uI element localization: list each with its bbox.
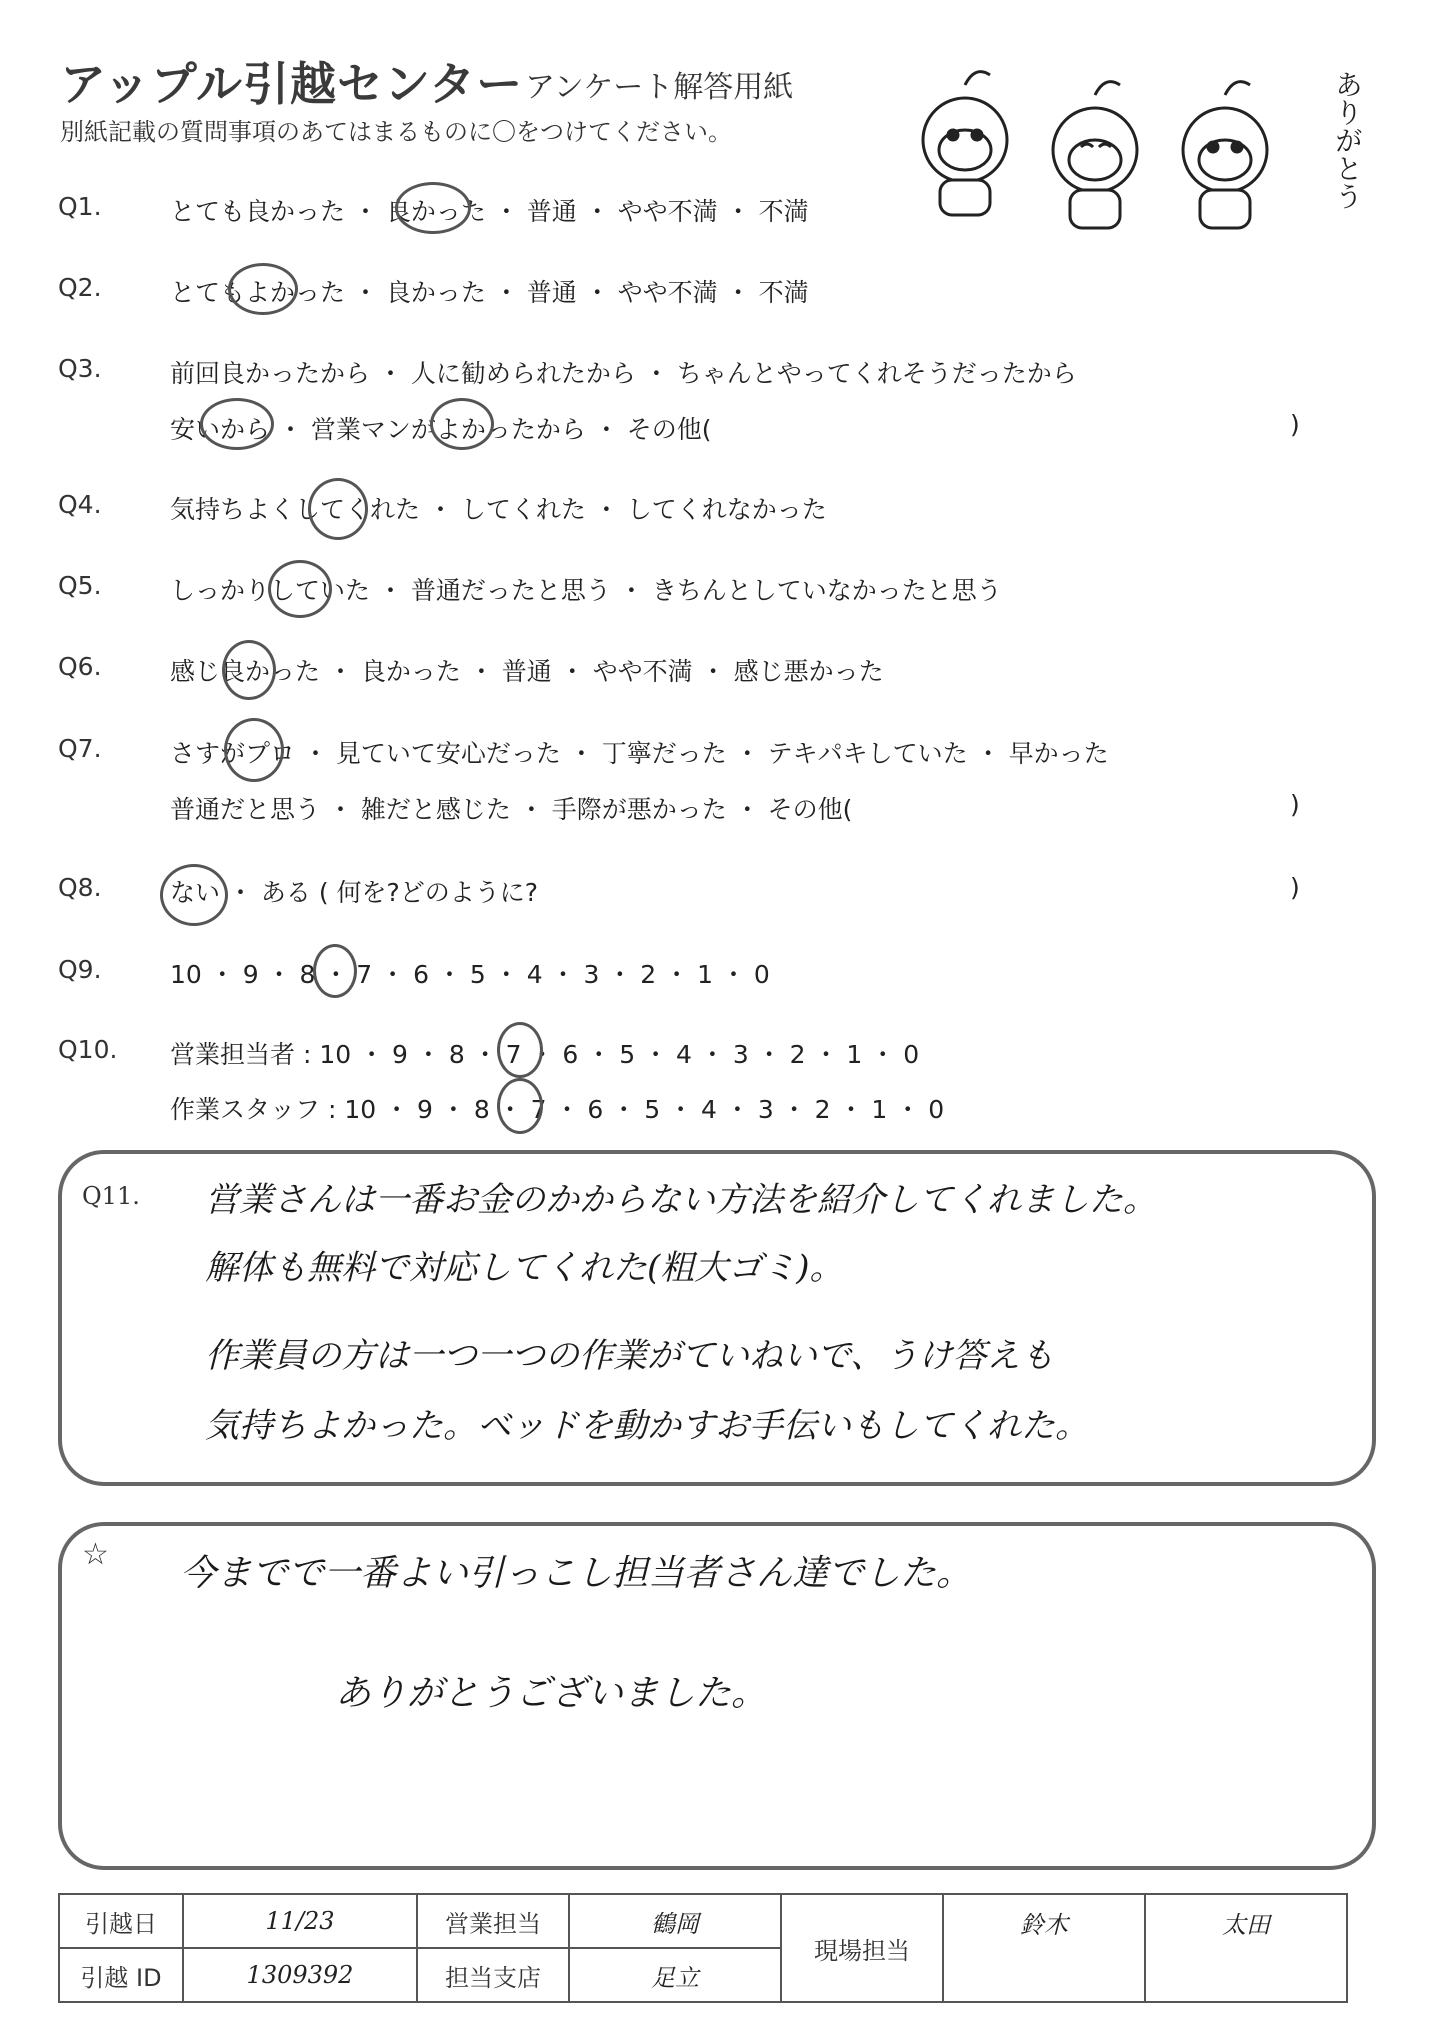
- mascot-illustration: [905, 55, 1325, 245]
- branch-value: 足立: [569, 1948, 781, 2002]
- mascot-right: [1183, 82, 1267, 228]
- q7-close-paren: ): [1290, 790, 1300, 819]
- star-comment-line2: ありがとうございました。: [335, 1673, 768, 1714]
- mascot-left: [923, 72, 1007, 215]
- q3-options-line1: 前回良かったから ・ 人に勧められたから ・ ちゃんとやってくれそうだったから: [170, 359, 1077, 388]
- answer-circle-q3-b: [430, 398, 494, 450]
- answer-circle-q1: [395, 182, 471, 234]
- page-title: アップル引越センター: [60, 57, 524, 111]
- q11-label: Q11.: [82, 1182, 140, 1210]
- star-label: ☆: [82, 1537, 109, 1572]
- site-label: 現場担当: [781, 1894, 943, 2002]
- q3-label: Q3.: [58, 354, 102, 383]
- answer-circle-q8: [160, 864, 228, 926]
- q7-label: Q7.: [58, 734, 102, 763]
- answer-circle-q10-staff: [497, 1078, 543, 1134]
- site-staff-1: 鈴木: [943, 1894, 1145, 2002]
- q4-options: 気持ちよくしてくれた ・ してくれた ・ してくれなかった: [170, 495, 827, 524]
- move-date-value: 11/23: [183, 1894, 417, 1948]
- q1-label: Q1.: [58, 192, 102, 221]
- answer-circle-q9: [313, 944, 357, 998]
- q10-sales-options: 営業担当者 : 10 ・ 9 ・ 8 ・ 7 ・ 6 ・ 5 ・ 4 ・ 3 ・ 2 ・ 1 ・ 0: [170, 1040, 920, 1069]
- sales-label: 営業担当: [417, 1894, 569, 1948]
- answer-circle-q4: [308, 478, 368, 540]
- q2-options: とてもよかった ・ 良かった ・ 普通 ・ やや不満 ・ 不満: [170, 278, 809, 307]
- instruction-text: 別紙記載の質問事項のあてはまるものに〇をつけてください。: [60, 118, 732, 146]
- star-comment-line1: 今までで一番よい引っこし担当者さん達でした。: [180, 1553, 973, 1594]
- q5-label: Q5.: [58, 571, 102, 600]
- answer-circle-q10-sales: [497, 1022, 543, 1078]
- mascot-caption: ありがとう: [1331, 70, 1364, 210]
- answer-circle-q2: [228, 263, 298, 315]
- q2-label: Q2.: [58, 273, 102, 302]
- q4-label: Q4.: [58, 490, 102, 519]
- q5-options: しっかりしていた ・ 普通だったと思う ・ きちんとしていなかったと思う: [170, 576, 1002, 605]
- q7-options-line1: さすがプロ ・ 見ていて安心だった ・ 丁寧だった ・ テキパキしていた ・ 早かった: [170, 739, 1109, 768]
- sales-value: 鶴岡: [569, 1894, 781, 1948]
- answer-circle-q7: [224, 718, 284, 782]
- branch-label: 担当支店: [417, 1948, 569, 2002]
- q11-comment-line1: 営業さんは一番お金のかからない方法を紹介してくれました。: [205, 1180, 1157, 1220]
- q3-options-line2: 安いから ・ 営業マンがよかったから ・ その他(: [170, 415, 712, 444]
- q10-label: Q10.: [58, 1035, 118, 1064]
- q8-label: Q8.: [58, 873, 102, 902]
- answer-circle-q5: [268, 560, 332, 618]
- move-id-label: 引越 ID: [59, 1948, 183, 2002]
- q11-comment-line2: 解体も無料で対応してくれた(粗大ゴミ)。: [205, 1248, 844, 1288]
- page-subtitle: アンケート解答用紙: [525, 70, 794, 105]
- q9-options: 10 ・ 9 ・ 8 ・ 7 ・ 6 ・ 5 ・ 4 ・ 3 ・ 2 ・ 1 ・ 0: [170, 960, 770, 989]
- q11-comment-line3: 作業員の方は一つ一つの作業がていねいで、うけ答えも: [205, 1336, 1055, 1376]
- q9-label: Q9.: [58, 955, 102, 984]
- move-date-label: 引越日: [59, 1894, 183, 1948]
- q6-options: 感じ良かった ・ 良かった ・ 普通 ・ やや不満 ・ 感じ悪かった: [170, 657, 884, 686]
- answer-circle-q6: [222, 640, 276, 700]
- move-id-value: 1309392: [183, 1948, 417, 2002]
- q11-comment-line4: 気持ちよかった。ベッドを動かすお手伝いもしてくれた。: [205, 1406, 1089, 1446]
- footer-info-table: [58, 1893, 1348, 2003]
- q10-staff-options: 作業スタッフ : 10 ・ 9 ・ 8 ・ 7 ・ 6 ・ 5 ・ 4 ・ 3 ・ 2 ・ 1 ・ 0: [170, 1095, 945, 1124]
- q6-label: Q6.: [58, 652, 102, 681]
- q8-close-paren: ): [1290, 873, 1300, 902]
- q8-options: ない ・ ある ( 何を?どのように?: [170, 878, 539, 907]
- site-staff-2: 太田: [1145, 1894, 1347, 2002]
- q7-options-line2: 普通だと思う ・ 雑だと感じた ・ 手際が悪かった ・ その他(: [170, 795, 853, 824]
- mascot-middle: [1053, 82, 1137, 228]
- q3-close-paren: ): [1290, 410, 1300, 439]
- q1-options: とても良かった ・ 良かった ・ 普通 ・ やや不満 ・ 不満: [170, 197, 809, 226]
- answer-circle-q3-a: [200, 398, 274, 450]
